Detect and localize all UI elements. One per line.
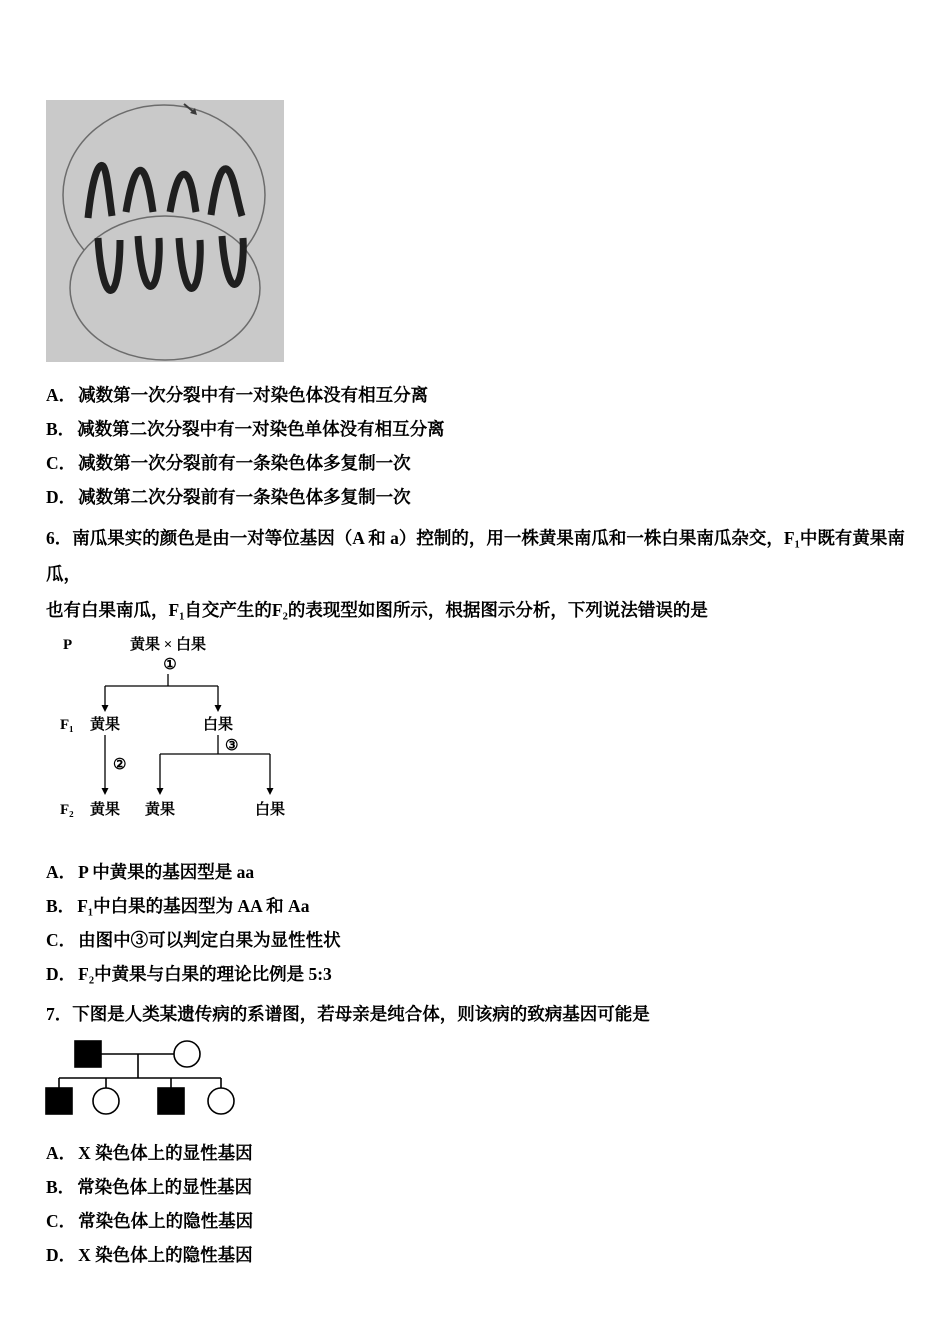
cross-step-2-label: ② — [113, 757, 127, 773]
option-label: A． — [46, 862, 77, 882]
option-label: D． — [46, 1245, 77, 1265]
q6-option-d — [46, 957, 905, 991]
q6-option-c — [46, 923, 905, 957]
f1-white-label: 白果 — [202, 717, 234, 733]
option-label: D． — [46, 487, 77, 507]
q5-option-b — [46, 412, 905, 446]
option-text: 减数第二次分裂中有一对染色单体没有相互分离 — [77, 419, 445, 439]
question-7-options — [0, 1136, 950, 1272]
genetic-cross-diagram — [55, 632, 355, 827]
option-label: C． — [46, 1211, 77, 1231]
p-generation-label: P — [63, 637, 73, 653]
option-text: 减数第二次分裂前有一条染色体多复制一次 — [78, 487, 411, 507]
q5-option-a — [46, 378, 905, 412]
dividing-cell-outline — [63, 105, 265, 360]
option-label: A． — [46, 1143, 77, 1163]
q6-stem-text-2: 也有白果南瓜，F₁自交产生的F₂的表现型如图所示，根据图示分析，下列说法错误的是 — [46, 600, 708, 620]
child-4-unaffected-female-circle — [208, 1088, 234, 1114]
mother-unaffected-female-circle — [174, 1041, 200, 1067]
q7-stem-text: 下图是人类某遗传病的系谱图，若母亲是纯合体，则该病的致病基因可能是 — [72, 1004, 650, 1024]
question-7-stem — [46, 997, 905, 1031]
q6-stem-line-1 — [46, 520, 905, 592]
q7-option-b — [46, 1170, 905, 1204]
option-text: X 染色体上的隐性基因 — [78, 1245, 253, 1265]
option-label: D． — [46, 964, 77, 984]
q7-option-d — [46, 1238, 905, 1272]
q6-option-a — [46, 855, 905, 889]
option-text: 常染色体上的隐性基因 — [78, 1211, 254, 1231]
father-affected-male-square — [75, 1041, 101, 1067]
question-number: 7． — [46, 1004, 73, 1024]
f2-white-label: 白果 — [254, 802, 286, 818]
option-text: 由图中③可以判定白果为显性性状 — [78, 930, 341, 950]
option-label: C． — [46, 930, 77, 950]
option-text: 常染色体上的显性基因 — [77, 1177, 253, 1197]
meiosis-micrograph-figure — [46, 100, 284, 362]
q7-option-c — [46, 1204, 905, 1238]
option-label: B． — [46, 419, 76, 439]
option-text: 减数第一次分裂前有一条染色体多复制一次 — [78, 453, 411, 473]
pedigree-chart — [45, 1035, 285, 1130]
question-5-options — [0, 378, 950, 514]
option-text: F₁中白果的基因型为 AA 和 Aa — [77, 896, 310, 916]
question-6-stem — [46, 520, 905, 628]
f1-generation-label: F₁ — [60, 717, 74, 733]
q6-option-b — [46, 889, 905, 923]
cross-step-1-label: ① — [163, 657, 177, 673]
q6-stem-text-1: 南瓜果实的颜色是由一对等位基因（A 和 a）控制的，用一株黄果南瓜和一株白果南瓜杂交，F₁中既有黄果南瓜， — [46, 528, 905, 584]
option-label: B． — [46, 1177, 76, 1197]
option-text: P 中黄果的基因型是 aa — [78, 862, 255, 882]
question-number: 6． — [46, 528, 73, 548]
option-label: A． — [46, 385, 77, 405]
f2-yellow-2-label: 黄果 — [144, 802, 176, 818]
option-text: 减数第一次分裂中有一对染色体没有相互分离 — [78, 385, 429, 405]
option-label: C． — [46, 453, 77, 473]
q7-option-a — [46, 1136, 905, 1170]
p-to-f1-lines — [102, 674, 222, 712]
q5-option-d — [46, 480, 905, 514]
child-2-unaffected-female-circle — [93, 1088, 119, 1114]
f2-yellow-1-label: 黄果 — [89, 802, 121, 818]
q6-stem-line-2 — [46, 592, 905, 628]
option-text: F₂中黄果与白果的理论比例是 5:3 — [78, 964, 332, 984]
f1-to-f2-lines — [102, 735, 274, 795]
p-cross-text: 黄果 × 白果 — [129, 637, 207, 653]
question-6-options — [0, 855, 950, 991]
option-label: B． — [46, 896, 76, 916]
q5-option-c — [46, 446, 905, 480]
child-1-affected-male-square — [46, 1088, 72, 1114]
cross-step-3-label: ③ — [225, 738, 239, 754]
f1-yellow-label: 黄果 — [89, 717, 121, 733]
child-3-affected-male-square — [158, 1088, 184, 1114]
f2-generation-label: F₂ — [60, 802, 74, 818]
q7-stem-line — [46, 997, 905, 1031]
option-text: X 染色体上的显性基因 — [78, 1143, 253, 1163]
